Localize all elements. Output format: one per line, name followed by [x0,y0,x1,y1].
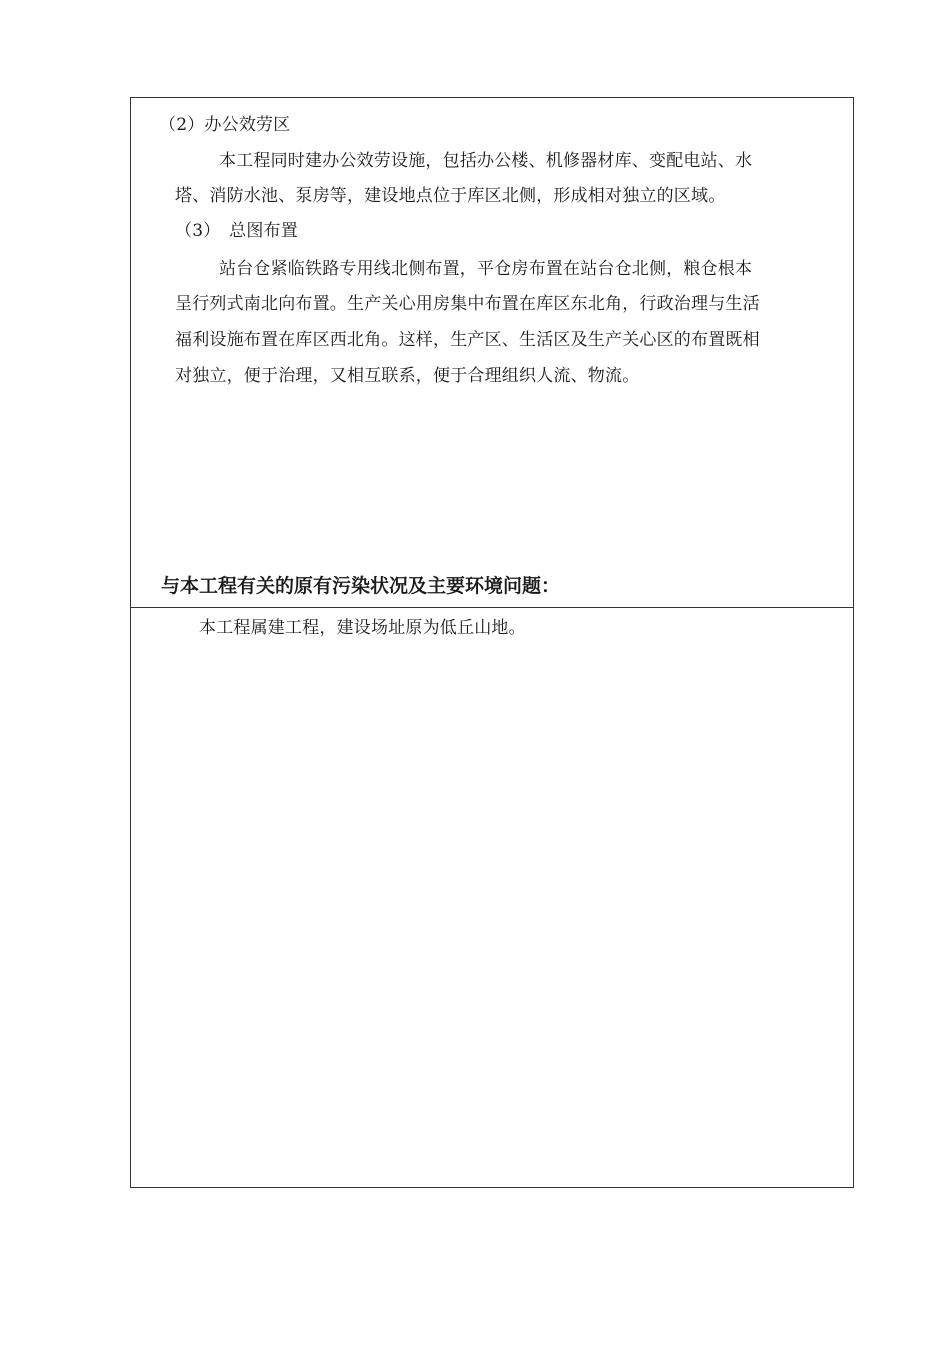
table-row-divider [131,607,853,608]
paragraph-line: 福利设施布置在库区西北角。这样，生产区、生活区及生产关心区的布置既相 [175,330,760,350]
paragraph-line: 塔、消防水池、泵房等，建设地点位于库区北侧，形成相对独立的区域。 [175,186,726,206]
paragraph-line: 本工程同时建办公效劳设施，包括办公楼、机修器材库、变配电站、水 [219,151,753,171]
pollution-section-body: 本工程属建工程，建设场址原为低丘山地。 [199,618,526,638]
form-table-frame [130,97,854,1188]
subheading-office-area: （2）办公效劳区 [159,115,291,135]
paragraph-line: 站台仓紧临铁路专用线北侧布置，平仓房布置在站台仓北侧，粮仓根本 [219,259,753,279]
subheading-general-layout: （3） 总图布置 [175,221,298,241]
paragraph-line: 呈行列式南北向布置。生产关心用房集中布置在库区东北角，行政治理与生活 [175,294,760,314]
pollution-section-heading: 与本工程有关的原有污染状况及主要环境问题： [161,575,561,597]
paragraph-line: 对独立，便于治理，又相互联系，便于合理组织人流、物流。 [175,366,640,386]
